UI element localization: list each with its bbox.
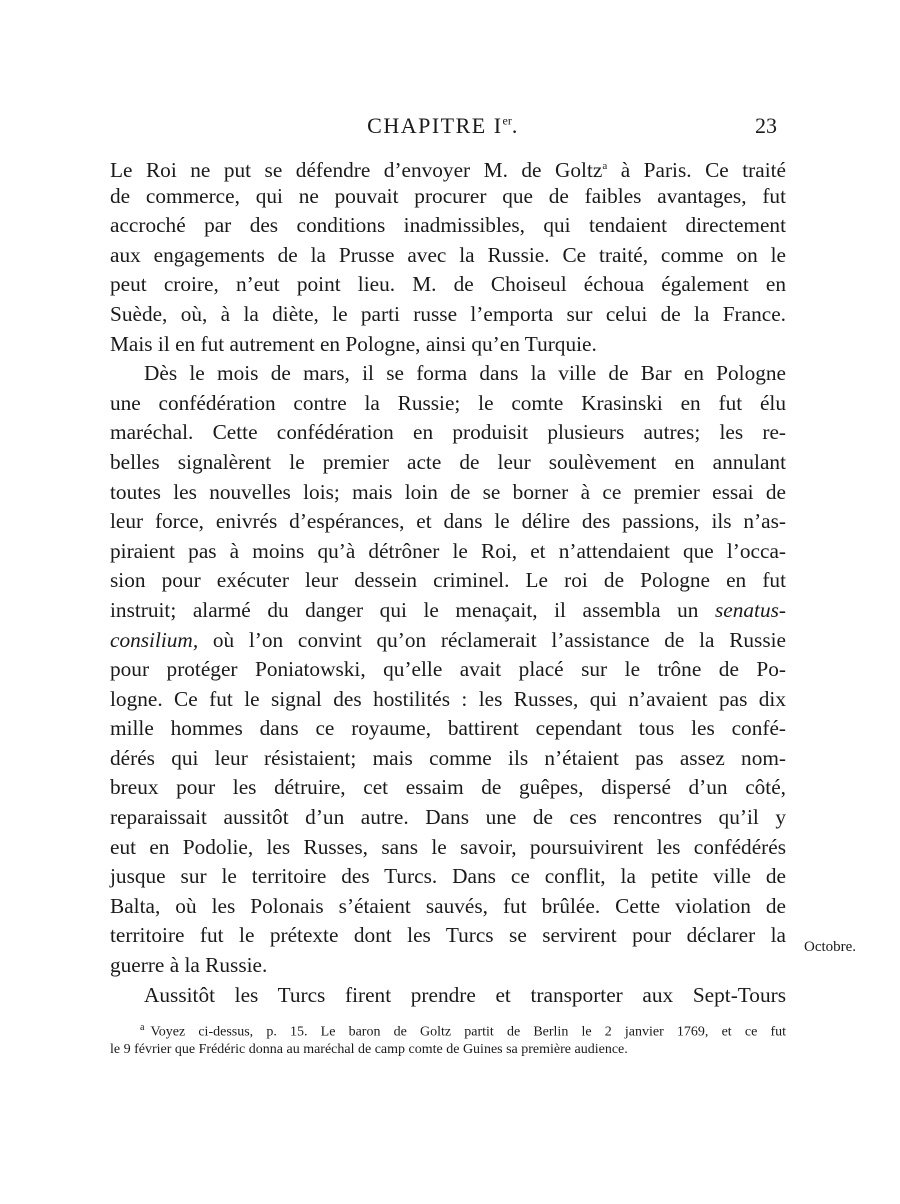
text-line: piraient pas à moins qu’à détrôner le Roi, et n’attendaient que l’occa- xyxy=(110,538,786,563)
paragraph-3 xyxy=(110,981,786,1011)
text-line: territoire fut le prétexte dont les Turcs se servirent pour déclarer la xyxy=(110,923,786,948)
text-line: accroché par des conditions inadmissibles, qui tendaient directement xyxy=(110,213,786,238)
footnote-text: Voyez ci-dessus, p. 15. Le baron de Goltz partit de Berlin le 2 janvier 1769, et ce fut xyxy=(150,1024,786,1040)
text-line: mille hommes dans ce royaume, battirent cependant tous les confé- xyxy=(110,716,786,741)
text-line: eut en Podolie, les Russes, sans le savoir, poursuivirent les confédérés xyxy=(110,834,786,859)
text-line: breux pour les détruire, cet essaim de guêpes, dispersé d’un côté, xyxy=(110,775,786,800)
text-line: aux engagements de la Prusse avec la Russie. Ce traité, comme on le xyxy=(110,242,786,267)
text-line: Balta, où les Polonais s’étaient sauvés, fut brûlée. Cette violation de xyxy=(110,893,786,918)
footnote-reference[interactable]: a xyxy=(602,160,608,172)
text-line xyxy=(110,626,786,656)
text-line: une confédération contre la Russie; le comte Krasinski en fut élu xyxy=(110,390,786,415)
text-line: reparaissait aussitôt d’un autre. Dans une de ces rencontres qu’il y xyxy=(110,805,786,830)
line-text: instruit; alarmé du danger qui le menaçait, il assembla un xyxy=(110,597,716,622)
text-line: sion pour exécuter leur dessein criminel. Le roi de Pologne en fut xyxy=(110,568,786,593)
line-text: où l’on convint qu’on réclamerait l’assistance de la Russie xyxy=(198,627,786,652)
text-line: Mais il en fut autrement en Pologne, ainsi qu’en Turquie. xyxy=(110,331,597,356)
footnote-line xyxy=(110,1017,786,1039)
footnote-line: le 9 février que Frédéric donna au maréchal de camp comte de Guines sa première audience. xyxy=(110,1042,628,1057)
text-line: logne. Ce fut le signal des hostilités : les Russes, qui n’avaient pas dix xyxy=(110,686,786,711)
text-line: leur force, enivrés d’espérances, et dans le délire des passions, ils n’as- xyxy=(110,509,786,534)
line-text: à Paris. Ce traité xyxy=(607,158,786,183)
text-line: toutes les nouvelles lois; mais loin de se borner à ce premier essai de xyxy=(110,479,786,504)
text-line: de commerce, qui ne pouvait procurer que de faibles avantages, fut xyxy=(110,183,786,208)
paragraph-2 xyxy=(110,359,786,980)
chapter-title-superscript: er xyxy=(502,113,512,128)
chapter-title-period: . xyxy=(511,113,519,138)
chapter-title xyxy=(343,113,543,139)
text-line: maréchal. Cette confédération en produisit plusieurs autres; les re- xyxy=(110,420,786,445)
text-line: jusque sur le territoire des Turcs. Dans ce conflit, la petite ville de xyxy=(110,864,786,889)
margin-note: Octobre. xyxy=(804,939,857,955)
italic-text: senatus- xyxy=(715,597,786,622)
text-line: pour protéger Poniatowski, qu’elle avait placé sur le trône de Po- xyxy=(110,657,786,682)
footnote xyxy=(110,1017,786,1061)
text-line: Dès le mois de mars, il se forma dans la ville de Bar en Pologne xyxy=(144,361,786,386)
running-header xyxy=(0,113,900,143)
page-number: 23 xyxy=(755,113,777,138)
italic-text: consilium, xyxy=(110,627,199,652)
paragraph-1 xyxy=(110,152,786,359)
text-line: Suède, où, à la diète, le parti russe l’emporta sur celui de la France. xyxy=(110,301,786,326)
text-line: dérés qui leur résistaient; mais comme ils n’étaient pas assez nom- xyxy=(110,745,786,770)
line-text: Le Roi ne put se défendre d’envoyer M. de Goltz xyxy=(110,158,603,183)
text-line xyxy=(110,596,786,626)
text-line: guerre à la Russie. xyxy=(110,953,268,978)
chapter-title-text: CHAPITRE I xyxy=(367,113,503,138)
footnote-mark: a xyxy=(140,1022,145,1033)
text-line: belles signalèrent le premier acte de leur soulèvement en annulant xyxy=(110,449,786,474)
text-line xyxy=(110,152,786,182)
text-line: peut croire, n’eut point lieu. M. de Choiseul échoua également en xyxy=(110,272,786,297)
text-line: Aussitôt les Turcs firent prendre et transporter aux Sept-Tours xyxy=(144,982,786,1007)
body-text xyxy=(110,152,786,1010)
